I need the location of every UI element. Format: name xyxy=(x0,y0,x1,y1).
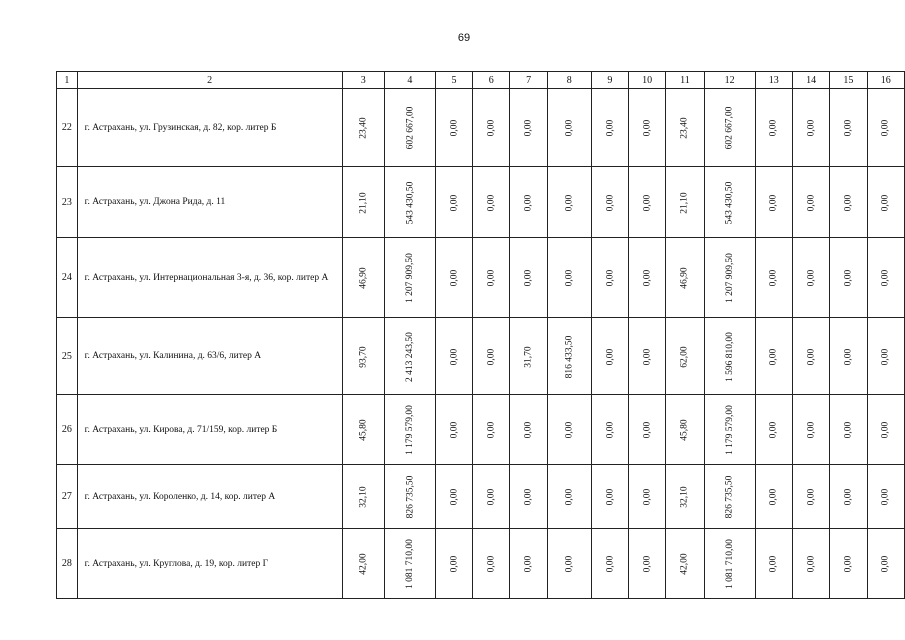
cell-value: 0,00 xyxy=(523,269,534,287)
cell-value: 0,00 xyxy=(523,119,534,137)
value-cell xyxy=(591,529,628,599)
row-number: 27 xyxy=(57,465,78,529)
cell-value: 0,00 xyxy=(448,194,459,211)
value-cell xyxy=(628,529,665,599)
value-cell xyxy=(473,89,510,167)
cell-value: 0,00 xyxy=(564,421,575,439)
value-cell xyxy=(473,529,510,599)
cell-value: 0,00 xyxy=(486,488,497,506)
cell-value: 0,00 xyxy=(642,269,653,287)
cell-value: 0,00 xyxy=(880,348,891,365)
value-cell xyxy=(704,318,755,395)
value-cell xyxy=(755,465,792,529)
value-cell xyxy=(473,238,510,318)
cell-value: 0,00 xyxy=(523,555,534,573)
value-cell xyxy=(342,89,384,167)
value-cell xyxy=(591,238,628,318)
value-cell xyxy=(473,465,510,529)
cell-value: 0,00 xyxy=(523,421,534,439)
address-cell: г. Астрахань, ул. Интернациональная 3-я, д. 36, кор. литер А xyxy=(77,238,342,318)
cell-value: 826 735,50 xyxy=(724,475,735,519)
cell-value: 0,00 xyxy=(604,555,615,573)
value-cell xyxy=(547,167,591,238)
cell-value: 0,00 xyxy=(604,119,615,137)
value-cell xyxy=(342,167,384,238)
value-cell xyxy=(342,238,384,318)
value-cell xyxy=(384,395,435,465)
table-row xyxy=(57,465,905,529)
value-cell xyxy=(547,89,591,167)
cell-value: 0,00 xyxy=(486,555,497,573)
value-cell xyxy=(867,395,904,465)
value-cell xyxy=(591,318,628,395)
row-number: 25 xyxy=(57,318,78,395)
value-cell xyxy=(435,395,472,465)
cell-value: 0,00 xyxy=(564,488,575,506)
cell-value: 32,10 xyxy=(358,486,369,508)
cell-value: 602 667,00 xyxy=(724,106,735,150)
table-row xyxy=(57,238,905,318)
cell-value: 0,00 xyxy=(486,421,497,439)
value-cell xyxy=(591,89,628,167)
cell-value: 0,00 xyxy=(604,488,615,506)
value-cell xyxy=(547,529,591,599)
value-cell xyxy=(704,395,755,465)
value-cell xyxy=(792,89,829,167)
column-header: 1 xyxy=(57,72,78,89)
value-cell xyxy=(628,238,665,318)
cell-value: 0,00 xyxy=(768,488,779,506)
cell-value: 543 430,50 xyxy=(724,181,735,224)
cell-value: 0,00 xyxy=(642,194,653,211)
value-cell xyxy=(792,529,829,599)
value-cell xyxy=(342,318,384,395)
value-cell xyxy=(384,465,435,529)
value-cell xyxy=(830,465,867,529)
column-header: 4 xyxy=(384,72,435,89)
value-cell xyxy=(342,395,384,465)
cell-value: 1 179 579,00 xyxy=(724,405,735,455)
cell-value: 21,10 xyxy=(358,191,369,214)
cell-value: 0,00 xyxy=(806,119,817,137)
page-number: 69 xyxy=(457,32,471,44)
table-row xyxy=(57,318,905,395)
cell-value: 0,00 xyxy=(564,555,575,573)
cell-value: 0,00 xyxy=(806,194,817,211)
cell-value: 0,00 xyxy=(486,194,497,211)
value-cell xyxy=(704,89,755,167)
value-cell xyxy=(830,318,867,395)
cell-value: 0,00 xyxy=(486,119,497,137)
cell-value: 0,00 xyxy=(880,488,891,506)
column-header: 15 xyxy=(830,72,867,89)
value-cell xyxy=(830,395,867,465)
value-cell xyxy=(867,465,904,529)
cell-value: 0,00 xyxy=(564,119,575,137)
value-cell xyxy=(830,238,867,318)
column-header: 5 xyxy=(435,72,472,89)
table-row xyxy=(57,395,905,465)
value-cell xyxy=(342,465,384,529)
value-cell xyxy=(666,318,704,395)
cell-value: 826 735,50 xyxy=(404,475,415,519)
value-cell xyxy=(755,89,792,167)
cell-value: 1 207 909,50 xyxy=(404,253,415,303)
value-cell xyxy=(435,529,472,599)
address-cell: г. Астрахань, ул. Грузинская, д. 82, кор. литер Б xyxy=(77,89,342,167)
cell-value: 0,00 xyxy=(604,194,615,211)
table-row xyxy=(57,529,905,599)
value-cell xyxy=(473,167,510,238)
cell-value: 0,00 xyxy=(843,421,854,439)
cell-value: 0,00 xyxy=(843,119,854,137)
value-cell xyxy=(510,529,547,599)
value-cell xyxy=(384,89,435,167)
column-header: 14 xyxy=(792,72,829,89)
value-cell xyxy=(666,529,704,599)
cell-value: 0,00 xyxy=(843,194,854,211)
value-cell xyxy=(547,395,591,465)
cell-value: 602 667,00 xyxy=(404,106,415,150)
value-cell xyxy=(342,529,384,599)
value-cell xyxy=(628,89,665,167)
value-cell xyxy=(384,238,435,318)
cell-value: 543 430,50 xyxy=(404,181,415,224)
cell-value: 62,00 xyxy=(680,345,690,368)
cell-value: 0,00 xyxy=(486,269,497,287)
cell-value: 0,00 xyxy=(768,194,779,211)
cell-value: 0,00 xyxy=(448,555,459,573)
column-header: 13 xyxy=(755,72,792,89)
cell-value: 0,00 xyxy=(448,269,459,287)
value-cell xyxy=(792,167,829,238)
row-number: 26 xyxy=(57,395,78,465)
cell-value: 93,70 xyxy=(358,345,369,368)
value-cell xyxy=(666,89,704,167)
cell-value: 0,00 xyxy=(523,194,534,211)
cell-value: 0,00 xyxy=(448,119,459,137)
row-number: 24 xyxy=(57,238,78,318)
cell-value: 0,00 xyxy=(843,555,854,573)
value-cell xyxy=(510,89,547,167)
value-cell xyxy=(704,465,755,529)
value-cell xyxy=(755,318,792,395)
cell-value: 23,40 xyxy=(358,117,369,139)
value-cell xyxy=(830,89,867,167)
value-cell xyxy=(666,167,704,238)
cell-value: 0,00 xyxy=(768,269,779,287)
cell-value: 0,00 xyxy=(806,555,817,573)
value-cell xyxy=(591,395,628,465)
cell-value: 42,00 xyxy=(680,553,690,575)
address-cell: г. Астрахань, ул. Джона Рида, д. 11 xyxy=(77,167,342,238)
cell-value: 31,70 xyxy=(523,345,534,368)
address-cell: г. Астрахань, ул. Кирова, д. 71/159, кор. литер Б xyxy=(77,395,342,465)
value-cell xyxy=(867,167,904,238)
cell-value: 1 081 710,00 xyxy=(404,539,415,589)
value-cell xyxy=(473,318,510,395)
value-cell xyxy=(830,167,867,238)
table-row xyxy=(57,89,905,167)
cell-value: 0,00 xyxy=(806,421,817,439)
cell-value: 0,00 xyxy=(806,488,817,506)
value-cell xyxy=(510,167,547,238)
address-cell: г. Астрахань, ул. Калинина, д. 63/6, литер А xyxy=(77,318,342,395)
value-cell xyxy=(628,465,665,529)
cell-value: 0,00 xyxy=(880,119,891,137)
value-cell xyxy=(547,465,591,529)
column-header: 8 xyxy=(547,72,591,89)
cell-value: 0,00 xyxy=(880,269,891,287)
cell-value: 1 596 810,00 xyxy=(724,331,735,382)
cell-value: 0,00 xyxy=(604,348,615,365)
value-cell xyxy=(510,318,547,395)
cell-value: 0,00 xyxy=(843,488,854,506)
cell-value: 0,00 xyxy=(448,488,459,506)
row-number: 28 xyxy=(57,529,78,599)
table-row xyxy=(57,167,905,238)
cell-value: 816 433,50 xyxy=(564,335,575,378)
column-header: 12 xyxy=(704,72,755,89)
value-cell xyxy=(792,318,829,395)
cell-value: 1 081 710,00 xyxy=(724,539,735,589)
cell-value: 46,90 xyxy=(358,267,369,289)
cell-value: 0,00 xyxy=(806,348,817,365)
cell-value: 32,10 xyxy=(680,486,690,508)
value-cell xyxy=(867,318,904,395)
cell-value: 0,00 xyxy=(604,269,615,287)
cell-value: 0,00 xyxy=(768,119,779,137)
value-cell xyxy=(384,529,435,599)
address-cell: г. Астрахань, ул. Короленко, д. 14, кор. литер А xyxy=(77,465,342,529)
cell-value: 45,80 xyxy=(680,419,690,441)
value-cell xyxy=(547,318,591,395)
value-cell xyxy=(792,238,829,318)
value-cell xyxy=(666,238,704,318)
value-cell xyxy=(792,465,829,529)
value-cell xyxy=(591,167,628,238)
value-cell xyxy=(628,318,665,395)
value-cell xyxy=(666,395,704,465)
column-header: 7 xyxy=(510,72,547,89)
value-cell xyxy=(867,529,904,599)
value-cell xyxy=(510,465,547,529)
column-header: 9 xyxy=(591,72,628,89)
value-cell xyxy=(704,167,755,238)
value-cell xyxy=(473,395,510,465)
column-header: 16 xyxy=(867,72,904,89)
value-cell xyxy=(830,529,867,599)
row-number: 22 xyxy=(57,89,78,167)
cell-value: 42,00 xyxy=(358,553,369,575)
cell-value: 0,00 xyxy=(604,421,615,439)
column-header: 6 xyxy=(473,72,510,89)
value-cell xyxy=(384,318,435,395)
cell-value: 46,90 xyxy=(680,267,690,289)
cell-value: 2 413 243,50 xyxy=(404,331,415,382)
cell-value: 0,00 xyxy=(486,348,497,365)
value-cell xyxy=(867,238,904,318)
column-header: 3 xyxy=(342,72,384,89)
cell-value: 0,00 xyxy=(564,194,575,211)
cell-value: 1 179 579,00 xyxy=(404,405,415,455)
value-cell xyxy=(792,395,829,465)
column-header: 11 xyxy=(666,72,704,89)
cell-value: 0,00 xyxy=(642,555,653,573)
value-cell xyxy=(547,238,591,318)
cell-value: 0,00 xyxy=(564,269,575,287)
value-cell xyxy=(510,395,547,465)
cell-value: 0,00 xyxy=(642,119,653,137)
value-cell xyxy=(384,167,435,238)
column-header: 2 xyxy=(77,72,342,89)
cell-value: 45,80 xyxy=(358,419,369,441)
cell-value: 0,00 xyxy=(880,555,891,573)
value-cell xyxy=(666,465,704,529)
value-cell xyxy=(435,89,472,167)
header-row xyxy=(57,72,905,89)
value-cell xyxy=(435,318,472,395)
value-cell xyxy=(704,238,755,318)
cell-value: 1 207 909,50 xyxy=(724,253,735,303)
data-table xyxy=(56,71,905,599)
cell-value: 0,00 xyxy=(642,348,653,365)
value-cell xyxy=(435,465,472,529)
cell-value: 0,00 xyxy=(642,421,653,439)
value-cell xyxy=(755,238,792,318)
value-cell xyxy=(755,395,792,465)
cell-value: 0,00 xyxy=(880,421,891,439)
cell-value: 0,00 xyxy=(448,421,459,439)
value-cell xyxy=(755,167,792,238)
cell-value: 0,00 xyxy=(768,348,779,365)
value-cell xyxy=(628,167,665,238)
cell-value: 0,00 xyxy=(880,194,891,211)
cell-value: 21,10 xyxy=(680,191,690,214)
cell-value: 0,00 xyxy=(843,269,854,287)
row-number: 23 xyxy=(57,167,78,238)
cell-value: 0,00 xyxy=(768,555,779,573)
cell-value: 0,00 xyxy=(768,421,779,439)
value-cell xyxy=(510,238,547,318)
address-cell: г. Астрахань, ул. Круглова, д. 19, кор. литер Г xyxy=(77,529,342,599)
cell-value: 0,00 xyxy=(642,488,653,506)
cell-value: 0,00 xyxy=(523,488,534,506)
value-cell xyxy=(704,529,755,599)
value-cell xyxy=(591,465,628,529)
value-cell xyxy=(435,167,472,238)
cell-value: 0,00 xyxy=(806,269,817,287)
cell-value: 0,00 xyxy=(448,348,459,365)
cell-value: 23,40 xyxy=(680,117,690,139)
value-cell xyxy=(435,238,472,318)
value-cell xyxy=(755,529,792,599)
value-cell xyxy=(867,89,904,167)
column-header: 10 xyxy=(628,72,665,89)
value-cell xyxy=(628,395,665,465)
cell-value: 0,00 xyxy=(843,348,854,365)
